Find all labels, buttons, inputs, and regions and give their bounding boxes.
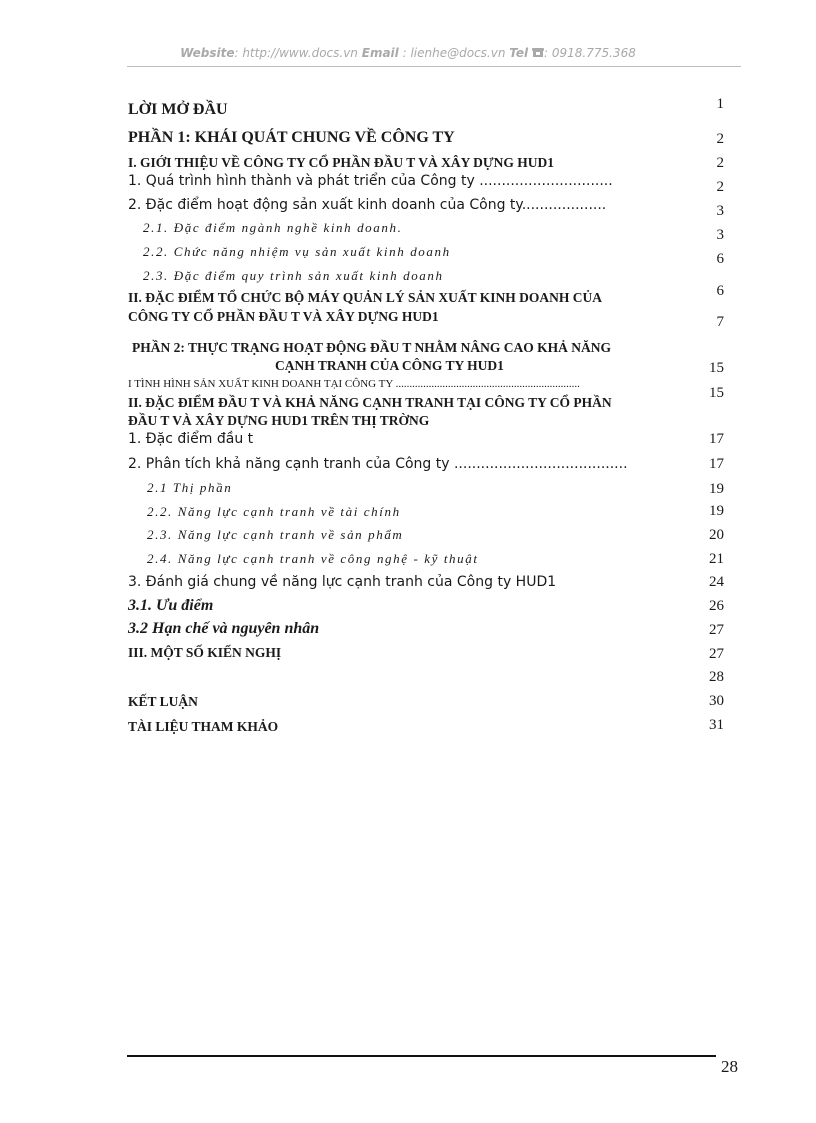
toc-entry-page: 2 [716,179,724,195]
website-label: Website [180,46,235,60]
toc-entry-text: II. ĐẶC ĐIỂM ĐẦU T VÀ KHẢ NĂNG CẠNH TRANH TẠI CÔNG TY CỔ PHẦN [128,395,612,410]
toc-entry-page: 6 [716,283,724,299]
toc-entry-text: I TÌNH HÌNH SẢN XUẤT KINH DOANH TẠI CÔNG TY ................................................................... [128,378,580,390]
toc-entry-text: PHẦN 1: KHÁI QUÁT CHUNG VỀ CÔNG TY [128,129,455,146]
toc-entry-text: 1. Quá trình hình thành và phát triển của Công ty .............................. [128,173,613,189]
toc-entry-text: TÀI LIỆU THAM KHẢO [128,719,279,734]
toc-entry-page: 24 [709,574,724,590]
footer-rule [127,1055,716,1057]
toc-entry-text: LỜI MỞ ĐẦU [128,101,228,118]
toc-entry-text: 2.3. Đặc điểm quy trình sản xuất kinh doanh [143,268,444,283]
toc-entry-text: 3.1. Ưu điểm [128,597,214,614]
toc-entry-text: 3.2 Hạn chế và nguyên nhân [128,620,320,637]
toc-entry-page: 20 [709,527,724,543]
toc-entry-text: 2. Đặc điểm hoạt động sản xuất kinh doanh của Công ty................... [128,197,607,213]
toc-entry-page: 27 [709,622,724,638]
toc-entry-page: 1 [716,96,724,112]
toc-entry-page: 2 [716,155,724,171]
toc-entry-text: ĐẦU T VÀ XÂY DỰNG HUD1 TRÊN THỊ TRỜNG [128,413,430,428]
toc-entry-text: 2.1 Thị phần [147,480,233,495]
toc-entry-page: 2 [716,131,724,147]
toc-entry-text: 2.4. Năng lực cạnh tranh về công nghệ - kỹ thuật [147,551,479,566]
toc-entry-text: 2. Phân tích khả năng cạnh tranh của Công ty ....................................... [128,456,628,472]
toc-entry-page: 17 [709,456,724,472]
toc-entry-text: 1. Đặc điểm đầu t [128,431,254,447]
toc-entry-text: I. GIỚI THIỆU VỀ CÔNG TY CỔ PHẦN ĐẦU T VÀ XÂY DỰNG HUD1 [128,155,555,170]
toc-entry-page: 21 [709,551,724,567]
toc-entry-text: 2.3. Năng lực cạnh tranh về sản phẩm [147,527,404,542]
email-label: Email [361,46,399,60]
toc-entry-text: CÔNG TY CỔ PHẦN ĐẦU T VÀ XÂY DỰNG HUD1 [128,309,439,324]
toc-entry-page: 19 [709,503,724,519]
toc-entry-text: 2.2. Năng lực cạnh tranh về tài chính [147,504,401,519]
toc-entry-text: 2.1. Đặc điểm ngành nghề kinh doanh. [143,220,403,235]
toc-entry-page: 15 [709,385,724,401]
toc-entry-page: 15 [709,360,724,376]
toc-entry-page: 28 [709,669,724,685]
toc-entry-text: 3. Đánh giá chung về năng lực cạnh tranh của Công ty HUD1 [128,574,557,590]
toc-entry-text: PHẦN 2: THỰC TRẠNG HOẠT ĐỘNG ĐẦU T NHẰM NÂNG CAO KHẢ NĂNG [132,340,612,355]
email-value: : lienhe@docs.vn [402,46,506,60]
toc-entry-text: 2.2. Chức năng nhiệm vụ sản xuất kinh doanh [143,244,451,259]
toc-entry-page: 6 [716,251,724,267]
toc-entry-page: 3 [716,227,724,243]
toc-entry-text: II. ĐẶC ĐIỂM TỔ CHỨC BỘ MÁY QUẢN LÝ SẢN XUẤT KINH DOANH CỦA [128,290,603,305]
toc-entry-text: KẾT LUẬN [128,694,198,709]
tel-value: : 0918.775.368 [544,46,636,60]
toc-entry-page: 26 [709,598,724,614]
toc-entry-text: III. MỘT SỐ KIẾN NGHỊ [128,645,282,660]
toc-entry-page: 17 [709,431,724,447]
tel-label: Tel [509,46,529,60]
page-number: 28 [721,1057,738,1076]
website-value: : http://www.docs.vn [234,46,358,60]
toc-entry-page: 3 [716,203,724,219]
toc-entry-page: 30 [709,693,724,709]
toc-entry-text: CẠNH TRANH CỦA CÔNG TY HUD1 [275,358,504,373]
toc-entry-page: 27 [709,646,724,662]
toc-entry-page: 19 [709,481,724,497]
toc-entry-page: 31 [709,717,724,733]
toc-entry-page: 7 [716,314,724,330]
